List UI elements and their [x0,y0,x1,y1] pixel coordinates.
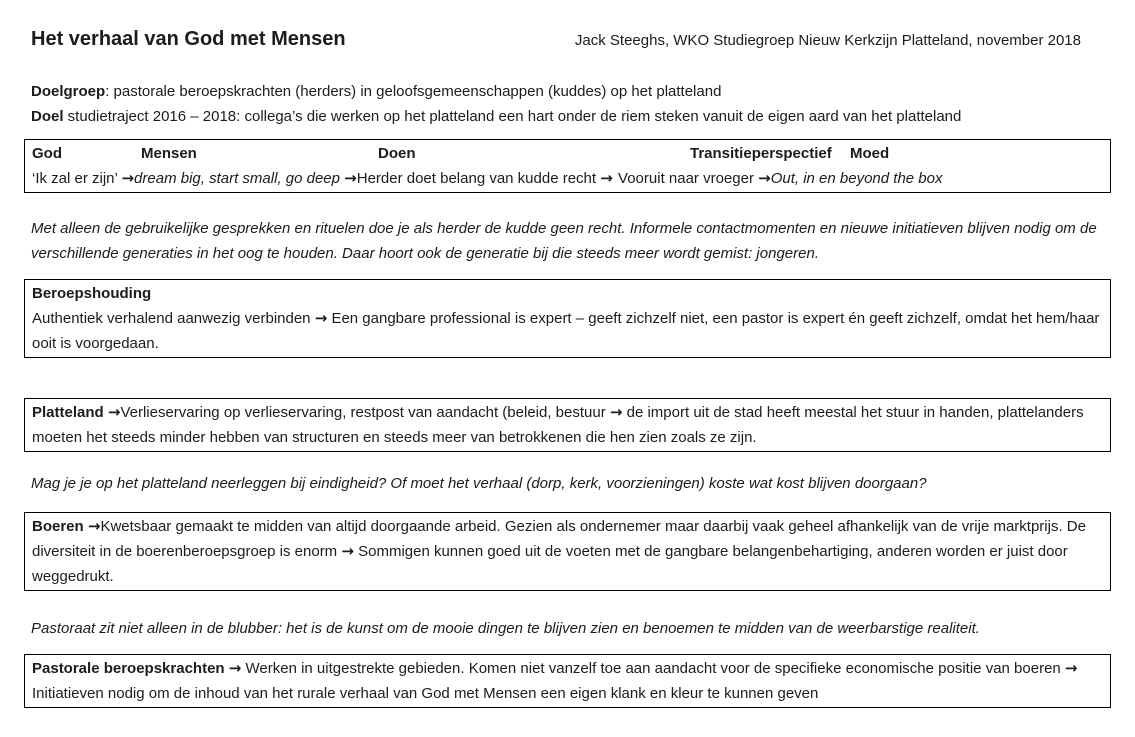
beroepshouding-body [32,306,1103,356]
platteland-body [32,400,1103,450]
schema-header-label: Mensen [141,145,197,162]
arrow-icon: → [228,659,242,677]
box-boeren [24,512,1111,591]
schema-flow-row [32,166,1103,191]
text-segment: Initiatieven nodig om de inhoud van het rurale verhaal van God met Mensen een eigen klank en kleur te kunnen geven [32,685,819,702]
arrow-icon: → [107,403,121,421]
arrow-icon: → [341,542,354,560]
arrow-icon: → [600,169,619,187]
schema-header-label: Doen [378,145,416,162]
arrow-icon: → [344,169,357,187]
text-segment: : pastorale beroepskrachten (herders) in geloofsgemeenschappen (kuddes) op het platteland [105,83,722,100]
beroepshouding-heading: Beroepshouding [32,285,152,302]
text-segment: Pastorale beroepskrachten [32,660,229,677]
text-segment: Vooruit naar vroeger [618,170,759,187]
arrow-icon: → [121,169,135,187]
reflection-pastoraat: Pastoraat zit niet alleen in de blubber: het is de kunst om de mooie dingen te blijven zien en benoemen te midden van de weerbarstige realiteit. [31,620,980,637]
arrow-icon: → [87,517,101,535]
text-segment: Doel [31,108,64,125]
text-segment: Doelgroep [31,83,106,100]
text-segment: de import uit de stad heeft meestal het stuur in handen, plattelanders moeten het steeds minder hebben van structuren en steeds meer van betrokkenen die hen zien zoals ze zijn. [32,404,1084,446]
schema-header-label: Moed [850,145,890,162]
text-segment: Herder doet belang van kudde recht [356,170,601,187]
doel-line [31,104,1111,129]
boeren-body [32,514,1103,589]
reflection-generaties: Met alleen de gebruikelijke gesprekken en rituelen doe je als herder de kudde geen recht. Informele contactmomenten en nieuwe initiatieven blijven nodig om de verschillende generaties in het oog te houden. Daar hoort ook de generatie bij die steeds meer wordt gemist: jongeren. [31,220,1097,262]
text-segment: Verlieservaring op verlieservaring, restpost van aandacht (beleid, bestuur [120,404,610,421]
text-segment: Out, in en beyond the box [770,170,943,187]
text-segment: Werken in uitgestrekte gebieden. Komen niet vanzelf toe aan aandacht voor de specifieke economische positie van boeren [241,660,1065,677]
schema-header-row [32,141,1103,166]
arrow-icon: → [314,309,328,327]
reflection-eindigheid: Mag je je op het platteland neerleggen bij eindigheid? Of moet het verhaal (dorp, kerk, voorzieningen) koste wat kost blijven doorgaan? [31,475,927,492]
document-header [24,25,1111,53]
text-segment: Boeren [32,518,88,535]
box-beroepshouding [24,279,1111,358]
arrow-icon: → [1064,659,1078,677]
schema-box [24,139,1111,193]
text-segment: studietraject 2016 – 2018: collega’s die werken op het platteland een hart onder de riem steken vanuit de eigen aard van het platteland [63,108,962,125]
text-segment: Een gangbare professional is expert – geeft zichzelf niet, een pastor is expert én geeft zichzelf, omdat het hem/haar ooit is voorgedaan. [32,310,1100,352]
arrow-icon: → [758,169,771,187]
text-segment: Authentiek verhalend aanwezig verbinden [32,310,315,327]
byline: Jack Steeghs, WKO Studiegroep Nieuw Kerkzijn Platteland, november 2018 [574,32,1081,49]
doelgroep-line [31,79,1111,104]
box-pastorale-beroepskrachten [24,654,1111,708]
text-segment: dream big, start small, go deep [134,170,345,187]
schema-header-label: Transitieperspectief [690,145,832,162]
text-segment: Platteland [32,404,108,421]
text-segment: ‘Ik zal er zijn’ [32,170,122,187]
text-segment: Sommigen kunnen goed uit de voeten met de gangbare belangenbehartiging, anderen worden er juist door weggedrukt. [32,543,1068,585]
pastorale-body [32,656,1103,706]
text-segment: Kwetsbaar gemaakt te midden van altijd doorgaande arbeid. Gezien als ondernemer maar daarbij vaak geheel afhankelijk van de vrije marktprijs. De diversiteit in de boerenberoepsgroep is enorm [32,518,1086,560]
intro-paragraph [24,79,1111,129]
box-platteland [24,398,1111,452]
schema-header-label: God [32,145,62,162]
page-title: Het verhaal van God met Mensen [31,28,346,50]
arrow-icon: → [609,403,623,421]
